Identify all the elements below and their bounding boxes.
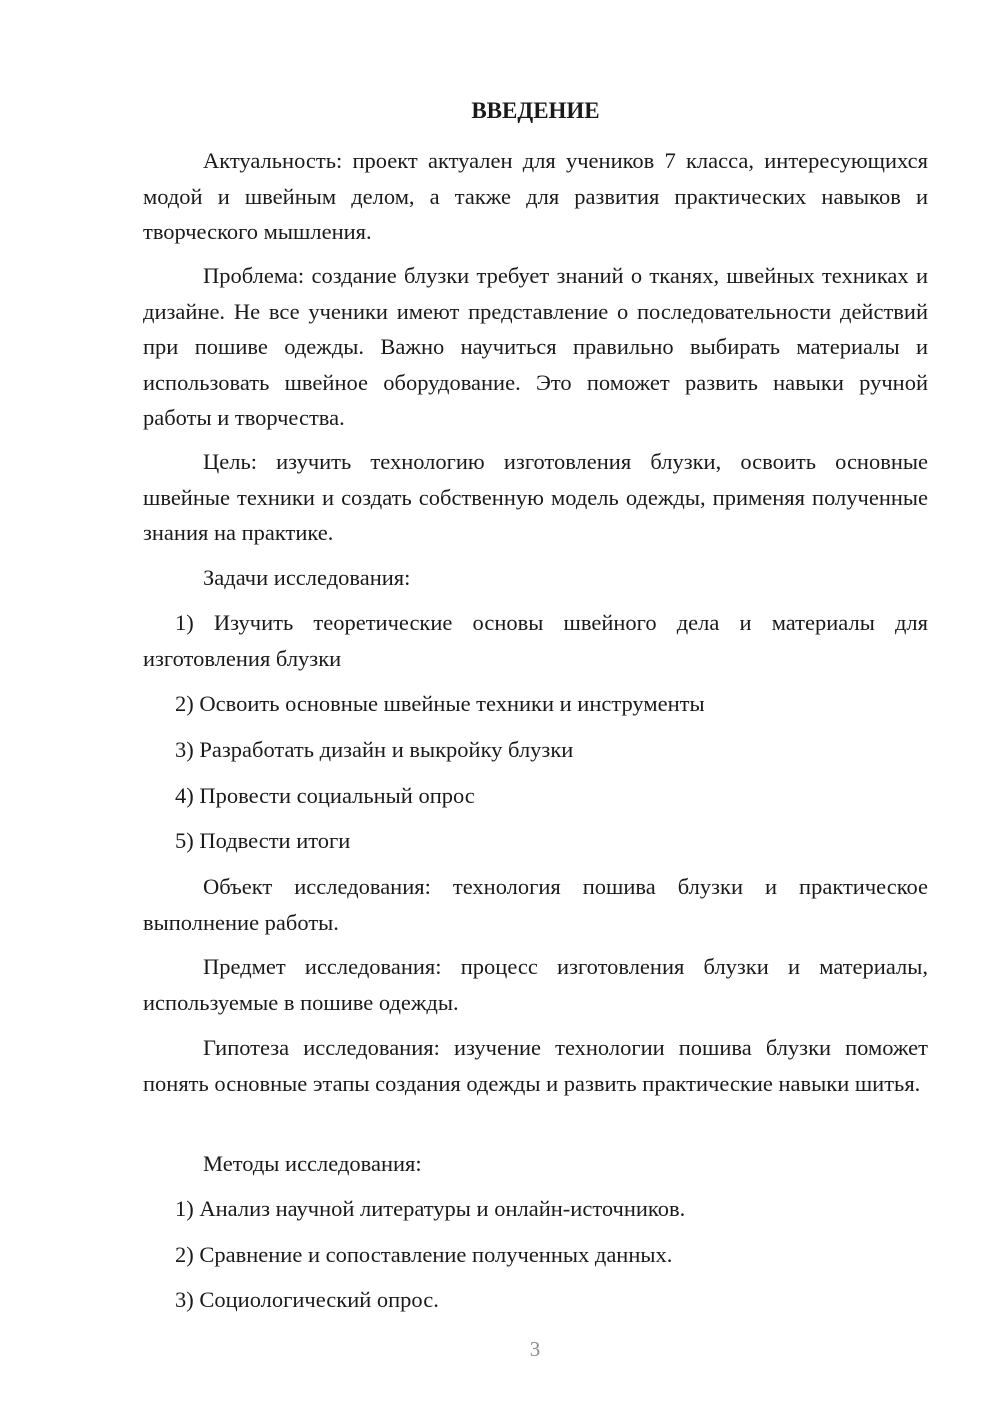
goal-paragraph: Цель: изучить технологию изготовления блузки, освоить основные швейные техники и создать собственную модель одежды, применяя полученные знания на практике. bbox=[143, 449, 928, 545]
relevance-paragraph: Актуальность: проект актуален для учеников 7 класса, интересующихся модой и швейным делом, а также для развития практических навыков и творческого мышления. bbox=[143, 148, 928, 244]
tasks-heading: Задачи исследования: bbox=[203, 565, 411, 590]
page-title: ВВЕДЕНИЕ bbox=[471, 98, 600, 123]
object-paragraph: Объект исследования: технология пошива блузки и практическое выполнение работы. bbox=[143, 874, 928, 935]
task-item-1: 1) Изучить теоретические основы швейного дела и материалы для изготовления блузки bbox=[143, 610, 928, 671]
task-item-5: 5) Подвести итоги bbox=[175, 828, 351, 853]
task-item-2: 2) Освоить основные швейные техники и инструменты bbox=[175, 691, 705, 716]
page-number: 3 bbox=[529, 1337, 541, 1361]
hypothesis-paragraph: Гипотеза исследования: изучение технологии пошива блузки поможет понять основные этапы создания одежды и развить практические навыки шитья. bbox=[143, 1035, 928, 1096]
method-item-1: 1) Анализ научной литературы и онлайн-источников. bbox=[175, 1196, 686, 1221]
methods-heading: Методы исследования: bbox=[203, 1151, 422, 1176]
method-item-3: 3) Социологический опрос. bbox=[175, 1287, 439, 1312]
method-item-2: 2) Сравнение и сопоставление полученных данных. bbox=[175, 1242, 673, 1267]
problem-paragraph: Проблема: создание блузки требует знаний о тканях, швейных техниках и дизайне. Не все ученики имеют представление о последовательности действий при пошиве одежды. Важно научиться правильно выбирать материалы и использовать швейное оборудование. Это поможет развить навыки ручной работы и творчества. bbox=[143, 263, 928, 430]
task-item-4: 4) Провести социальный опрос bbox=[175, 783, 475, 808]
subject-paragraph: Предмет исследования: процесс изготовления блузки и материалы, используемые в пошиве одежды. bbox=[143, 954, 928, 1015]
task-item-3: 3) Разработать дизайн и выкройку блузки bbox=[175, 737, 574, 762]
